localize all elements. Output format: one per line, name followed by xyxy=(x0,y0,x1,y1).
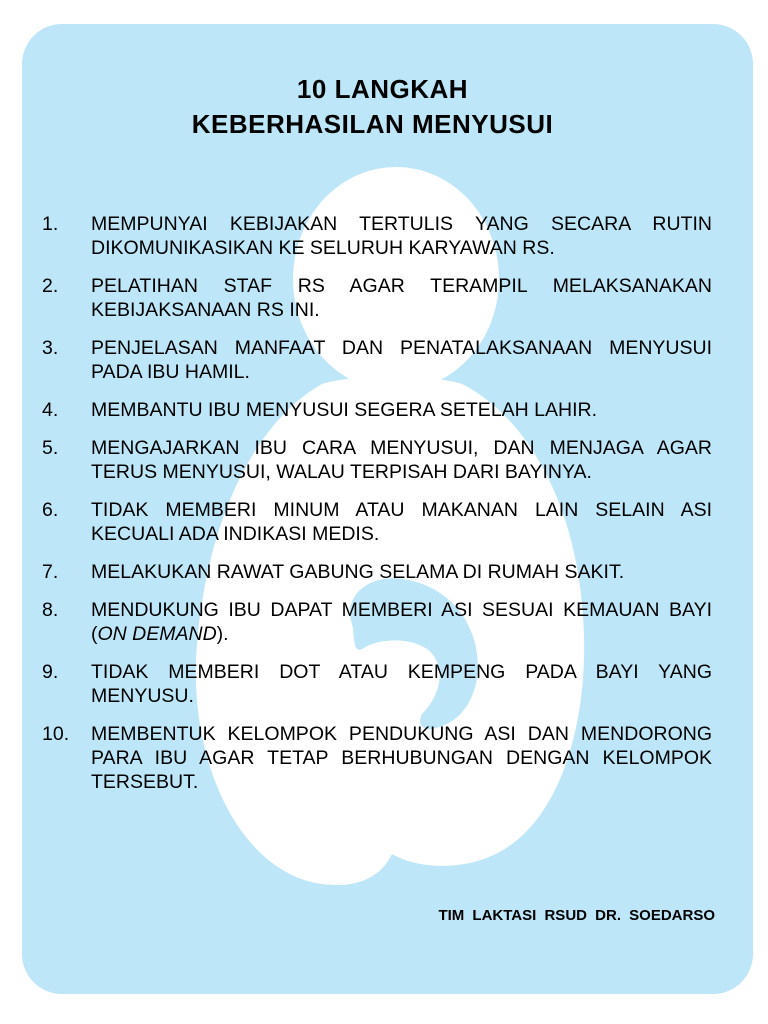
list-item xyxy=(42,336,712,384)
item-text: PELATIHAN STAF RS AGAR TERAMPIL MELAKSANAKAN KEBIJAKSANAAN RS INI. xyxy=(91,275,712,321)
title-line-2: KEBERHASILAN MENYUSUI xyxy=(191,109,554,139)
list-item xyxy=(42,498,712,546)
item-number: 1. xyxy=(42,213,59,235)
footer-credit: TIM LAKTASI RSUD DR. SOEDARSO xyxy=(438,907,715,924)
item-number: 7. xyxy=(42,561,59,583)
list-item xyxy=(42,722,712,794)
poster-card xyxy=(22,24,753,994)
item-number: 3. xyxy=(42,337,59,359)
steps-list xyxy=(42,212,712,808)
item-number: 9. xyxy=(42,661,59,683)
title-line-1: 10 LANGKAH xyxy=(296,74,469,104)
item-text xyxy=(91,598,712,646)
item-text: TIDAK MEMBERI DOT ATAU KEMPENG PADA BAYI YANG MENYUSU. xyxy=(91,661,712,707)
list-item xyxy=(42,660,712,708)
item-number: 8. xyxy=(42,599,59,621)
item-number: 5. xyxy=(42,437,59,459)
item-number: 10. xyxy=(42,723,70,745)
list-item xyxy=(42,436,712,484)
list-item xyxy=(42,560,712,584)
item-text: TIDAK MEMBERI MINUM ATAU MAKANAN LAIN SELAIN ASI KECUALI ADA INDIKASI MEDIS. xyxy=(91,499,712,545)
item-text-emphasis: ON DEMAND xyxy=(97,623,217,645)
list-item xyxy=(42,398,712,422)
item-text-after: ). xyxy=(216,623,229,645)
list-item xyxy=(42,598,712,646)
item-text: PENJELASAN MANFAAT DAN PENATALAKSANAAN MENYUSUI PADA IBU HAMIL. xyxy=(91,337,712,383)
item-number: 4. xyxy=(42,399,59,421)
item-text: MEMBENTUK KELOMPOK PENDUKUNG ASI DAN MENDORONG PARA IBU AGAR TETAP BERHUBUNGAN DENGAN KELOMPOK TERSEBUT. xyxy=(91,723,712,793)
list-item xyxy=(42,212,712,260)
item-number: 6. xyxy=(42,499,59,521)
item-text: MELAKUKAN RAWAT GABUNG SELAMA DI RUMAH SAKIT. xyxy=(91,561,625,583)
item-text: MEMBANTU IBU MENYUSUI SEGERA SETELAH LAHIR. xyxy=(91,399,598,421)
item-number: 2. xyxy=(42,275,59,297)
item-text: MEMPUNYAI KEBIJAKAN TERTULIS YANG SECARA RUTIN DIKOMUNIKASIKAN KE SELURUH KARYAWAN RS. xyxy=(91,213,712,259)
list-item xyxy=(42,274,712,322)
item-text: MENGAJARKAN IBU CARA MENYUSUI, DAN MENJAGA AGAR TERUS MENYUSUI, WALAU TERPISAH DARI BAYINYA. xyxy=(91,437,712,483)
page-title xyxy=(22,72,753,142)
item-text-before: MENDUKUNG IBU DAPAT MEMBERI ASI SESUAI KEMAUAN BAYI ( xyxy=(91,599,712,645)
